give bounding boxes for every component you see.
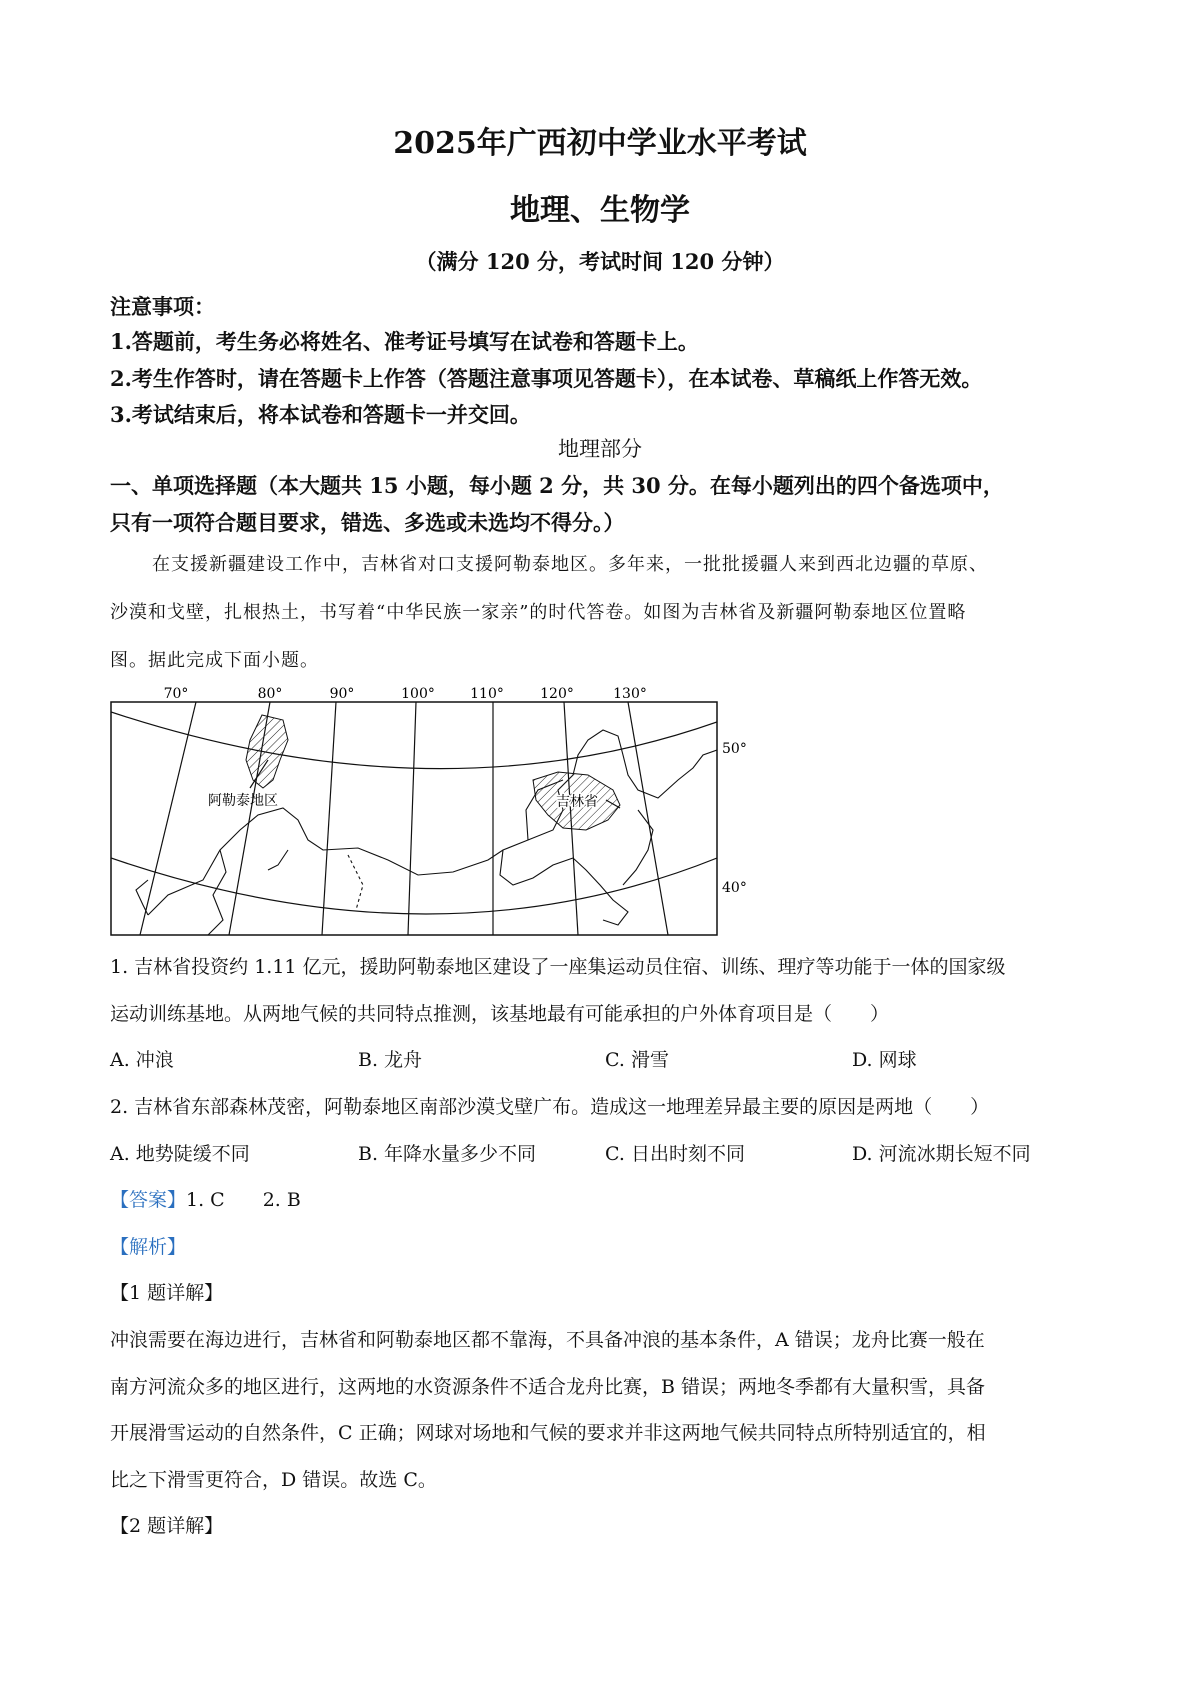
analysis-label: 【解析】	[110, 1236, 187, 1258]
answer-row	[110, 1185, 301, 1212]
q1-option-c: C. 滑雪	[605, 1049, 669, 1071]
passage-line1: 在支援新疆建设工作中，吉林省对口支援阿勒泰地区。多年来，一批批援疆人来到西北边疆的草原、	[152, 554, 988, 575]
part1-line2: 只有一项符合题目要求，错选、多选或未选均不得分。）	[110, 510, 625, 535]
part1-line1: 一、单项选择题（本大题共 15 小题，每小题 2 分，共 30 分。在每小题列出的四个备选项中，	[110, 473, 1004, 498]
lon-label-130: 130°	[613, 686, 647, 702]
q2-option-b: B. 年降水量多少不同	[358, 1143, 537, 1165]
q2-option-a: A. 地势陡缓不同	[110, 1143, 250, 1165]
lon-label-70: 70°	[163, 686, 189, 702]
lon-label-110: 110°	[470, 686, 504, 702]
detail1-line2: 南方河流众多的地区进行，这两地的水资源条件不适合龙舟比赛，B 错误；两地冬季都有大量积雪，具备	[110, 1376, 986, 1398]
q1-option-b: B. 龙舟	[358, 1049, 423, 1071]
q2-option-d: D. 河流冰期长短不同	[852, 1143, 1031, 1165]
map-frame	[111, 702, 717, 935]
q2-line1: 2. 吉林省东部森林茂密，阿勒泰地区南部沙漠戈壁广布。造成这一地理差异最主要的原因是两地（ ）	[110, 1096, 990, 1118]
exam-title: 2025年广西初中学业水平考试	[393, 126, 807, 161]
passage-line3: 图。据此完成下面小题。	[110, 650, 319, 671]
notice-heading: 注意事项：	[110, 294, 215, 319]
detail1-line1: 冲浪需要在海边进行，吉林省和阿勒泰地区都不靠海，不具备冲浪的基本条件，A 错误；龙舟比赛一般在	[110, 1329, 985, 1351]
q1-line1: 1. 吉林省投资约 1.11 亿元，援助阿勒泰地区建设了一座集运动员住宿、训练、理疗等功能于一体的国家级	[110, 956, 1006, 978]
notice-item-1: 1.答题前，考生务必将姓名、准考证号填写在试卷和答题卡上。	[110, 329, 699, 354]
notice-item-2: 2.考生作答时，请在答题卡上作答（答题注意事项见答题卡），在本试卷、草稿纸上作答无效。	[110, 366, 983, 391]
detail1-line4: 比之下滑雪更符合，D 错误。故选 C。	[110, 1469, 437, 1491]
q1-line2: 运动训练基地。从两地气候的共同特点推测，该基地最有可能承担的户外体育项目是（ ）	[110, 1003, 890, 1025]
altay-region-shape	[246, 715, 288, 788]
q1-option-a: A. 冲浪	[110, 1049, 174, 1071]
lon-label-100: 100°	[401, 686, 435, 702]
jilin-region-label: 吉林省	[556, 794, 598, 810]
notice-item-3: 3.考试结束后，将本试卷和答题卡一并交回。	[110, 402, 531, 427]
q1-option-d: D. 网球	[852, 1049, 917, 1071]
lon-label-90: 90°	[329, 686, 355, 702]
q2-option-c: C. 日出时刻不同	[605, 1143, 745, 1165]
exam-subject: 地理、生物学	[510, 193, 690, 228]
lon-label-80: 80°	[257, 686, 283, 702]
location-map	[108, 680, 768, 940]
detail1-line3: 开展滑雪运动的自然条件，C 正确；网球对场地和气候的要求并非这两地气候共同特点所特别适宜的，相	[110, 1422, 986, 1444]
passage-line2: 沙漠和戈壁，扎根热土，书写着“中华民族一家亲”的时代答卷。如图为吉林省及新疆阿勒泰地区位置略	[110, 602, 967, 623]
answer-values: 1. C 2. B	[186, 1189, 301, 1211]
section-title: 地理部分	[558, 437, 642, 461]
answer-label: 【答案】	[110, 1189, 187, 1211]
exam-score-time: （满分 120 分，考试时间 120 分钟）	[415, 249, 785, 274]
detail2-label: 【2 题详解】	[110, 1515, 224, 1537]
lat-label-50: 50°	[722, 741, 747, 757]
lat-label-40: 40°	[722, 880, 747, 896]
altay-region-label: 阿勒泰地区	[208, 793, 278, 809]
detail1-label: 【1 题详解】	[110, 1282, 224, 1304]
lon-label-120: 120°	[540, 686, 574, 702]
